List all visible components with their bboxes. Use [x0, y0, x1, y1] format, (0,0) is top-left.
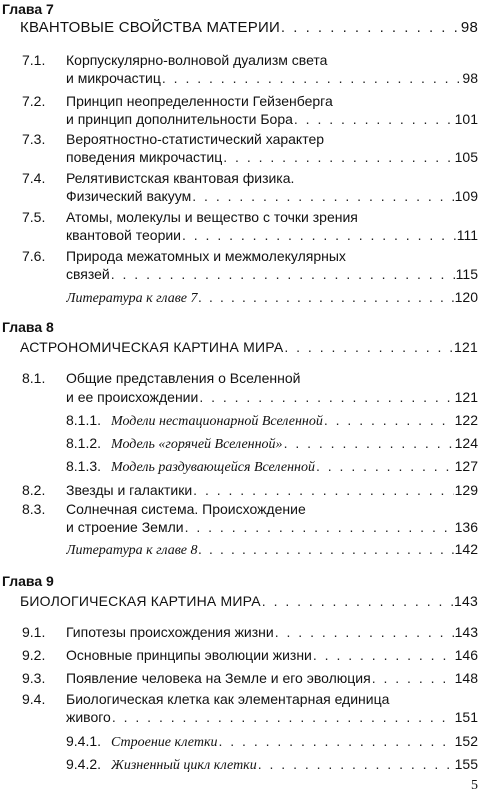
page-number: 127	[454, 458, 478, 474]
entry-title-line1: Принцип неопределенности Гейзенберга	[66, 93, 333, 109]
entry-number: 8.2.	[22, 482, 46, 498]
entry-title-line1: Корпускулярно-волновой дуализм света	[66, 52, 328, 68]
entry-title-line1: Общие представления о Вселенной	[66, 370, 301, 386]
entry-title-line1: Вероятностно-статистический характер	[66, 131, 325, 147]
entry-number: 9.4.2.	[66, 756, 102, 772]
page-number: 136	[454, 519, 478, 535]
page-number: 143	[454, 593, 478, 609]
page-number: 142	[454, 541, 478, 557]
literature-text: Литература к главе 8	[66, 543, 198, 558]
entry-title-line2: живого	[66, 709, 111, 725]
entry-title-line2: поведения микрочастиц	[66, 149, 223, 165]
entry-number: 7.4.	[22, 170, 46, 186]
page-number: 143	[454, 624, 478, 640]
chapter-label: Глава 7	[2, 1, 54, 17]
entry-number: 9.1.	[22, 624, 46, 640]
entry-number: 7.2.	[22, 93, 46, 109]
page-number: 146	[454, 647, 478, 663]
entry-title-line2: и строение Земли	[66, 519, 184, 535]
page-number: 122	[454, 412, 478, 428]
page-number: 105	[454, 149, 478, 165]
chapter-title: БИОЛОГИЧЕСКАЯ КАРТИНА МИРА	[20, 593, 261, 609]
entry-title-line1: Атомы, молекулы и вещество с точки зрения	[66, 209, 358, 225]
entry-number: 7.5.	[22, 209, 46, 225]
entry-number: 8.1.3.	[66, 458, 102, 474]
entry-number: 7.6.	[22, 248, 46, 264]
page-number: 120	[454, 289, 478, 305]
chapter-title-row[interactable]	[20, 593, 478, 609]
entry-title-line1: Солнечная система. Происхождение	[66, 501, 306, 517]
entry-title-line2: и принцип дополнительности Бора	[66, 111, 293, 127]
entry-title: Звезды и галактики	[66, 482, 193, 498]
entry-number: 8.1.1.	[66, 412, 102, 428]
entry-number: 7.3.	[22, 131, 46, 147]
entry-title: Модель «горячей Вселенной»	[111, 437, 283, 452]
entry-title: Модель раздувающейся Вселенной	[111, 460, 315, 475]
page-number: 109	[454, 188, 478, 204]
entry-title-line2: и ее происхождении	[66, 389, 199, 405]
page-number: 151	[454, 709, 478, 725]
entry-number: 8.1.2.	[66, 435, 102, 451]
entry-number: 9.4.	[22, 691, 46, 707]
chapter-title: АСТРОНОМИЧЕСКАЯ КАРТИНА МИРА	[20, 339, 284, 355]
entry-title-line2: и микрочастиц	[66, 70, 161, 86]
entry-title-line2: связей	[66, 266, 110, 282]
entry-number: 7.1.	[22, 52, 46, 68]
entry-title: Жизненный цикл клетки	[111, 758, 257, 773]
page-number: 148	[454, 670, 478, 686]
entry-number: 9.3.	[22, 670, 46, 686]
entry-title-line1: Биологическая клетка как элементарная единица	[66, 691, 390, 707]
page-number: 121	[454, 389, 478, 405]
entry-title-line1: Природа межатомных и межмолекулярных	[66, 248, 346, 264]
page-number: 124	[454, 435, 478, 451]
chapter-title: КВАНТОВЫЕ СВОЙСТВА МАТЕРИИ	[20, 19, 280, 36]
page-number: 121	[454, 339, 478, 355]
chapter-label: Глава 8	[2, 319, 54, 335]
page-number: 152	[454, 733, 478, 749]
entry-title-line2: квантовой теории	[66, 227, 181, 243]
page-number: 98	[462, 70, 478, 86]
entry-number: 8.1.	[22, 370, 46, 386]
entry-title: Строение клетки	[111, 735, 218, 750]
entry-title: Основные принципы эволюции жизни	[66, 647, 312, 663]
literature-row[interactable]	[66, 540, 478, 560]
entry-number: 9.2.	[22, 647, 46, 663]
page-folio: 5	[471, 778, 478, 793]
page-number: 98	[460, 19, 478, 36]
entry-number: 9.4.1.	[66, 733, 102, 749]
entry-title-line1: Релятивистская квантовая физика.	[66, 170, 295, 186]
page-number: 155	[454, 756, 478, 772]
entry-title: Модели нестационарной Вселенной	[111, 414, 323, 429]
entry-title: Гипотезы происхождения жизни	[66, 624, 274, 640]
entry-number: 8.3.	[22, 501, 46, 517]
page-number: 101	[454, 111, 478, 127]
literature-row[interactable]	[66, 288, 478, 308]
page-number: 115	[455, 266, 478, 282]
entry-title-line2: Физический вакуум	[66, 188, 192, 204]
page-number: 111	[456, 227, 478, 243]
chapter-title-row[interactable]	[20, 339, 478, 355]
literature-text: Литература к главе 7	[66, 291, 198, 306]
page-number: 129	[454, 482, 478, 498]
chapter-title-row[interactable]	[20, 19, 478, 36]
entry-title: Появление человека на Земле и его эволюция	[66, 670, 371, 686]
chapter-label: Глава 9	[2, 573, 54, 589]
